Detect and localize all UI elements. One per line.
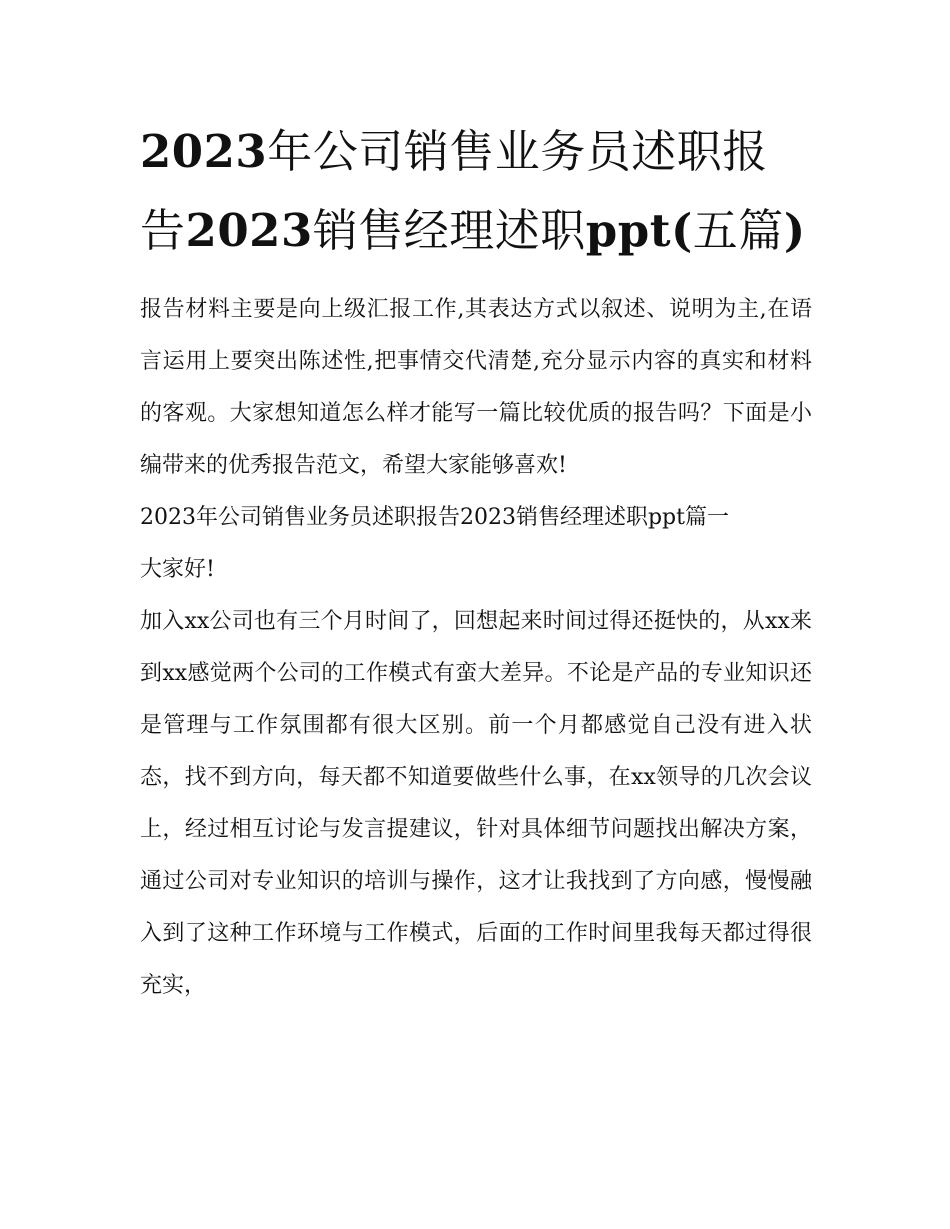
body-paragraph: 加入xx公司也有三个月时间了，回想起来时间过得还挺快的，从xx来到xx感觉两个公司的工作模式有蛮大差异。不论是产品的专业知识还是管理与工作氛围都有很大区别。前一个月都感觉自己没有进入状态，找不到方向，每天都不知道要做些什么事，在xx领导的几次会议上，经过相互讨论与发言提建议，针对具体细节问题找出解决方案，通过公司对专业知识的培训与操作，这才让我找到了方向感，慢慢融入到了这种工作环境与工作模式，后面的工作时间里我每天都过得很充实， [140, 609, 812, 998]
section-heading: 2023年公司销售业务员述职报告2023销售经理述职ppt篇一 [140, 505, 729, 530]
document-title: 2023年公司销售业务员述职报告2023销售经理述职ppt(五篇) [140, 125, 806, 257]
intro-paragraph: 报告材料主要是向上级汇报工作,其表达方式以叙述、说明为主,在语言运用上要突出陈述性,把事情交代清楚,充分显示内容的真实和材料的客观。大家想知道怎么样才能写一篇比较优质的报告吗？下面是小编带来的优秀报告范文，希望大家能够喜欢! [140, 297, 812, 478]
greeting-paragraph: 大家好! [140, 557, 215, 582]
document-page [140, 112, 812, 1012]
